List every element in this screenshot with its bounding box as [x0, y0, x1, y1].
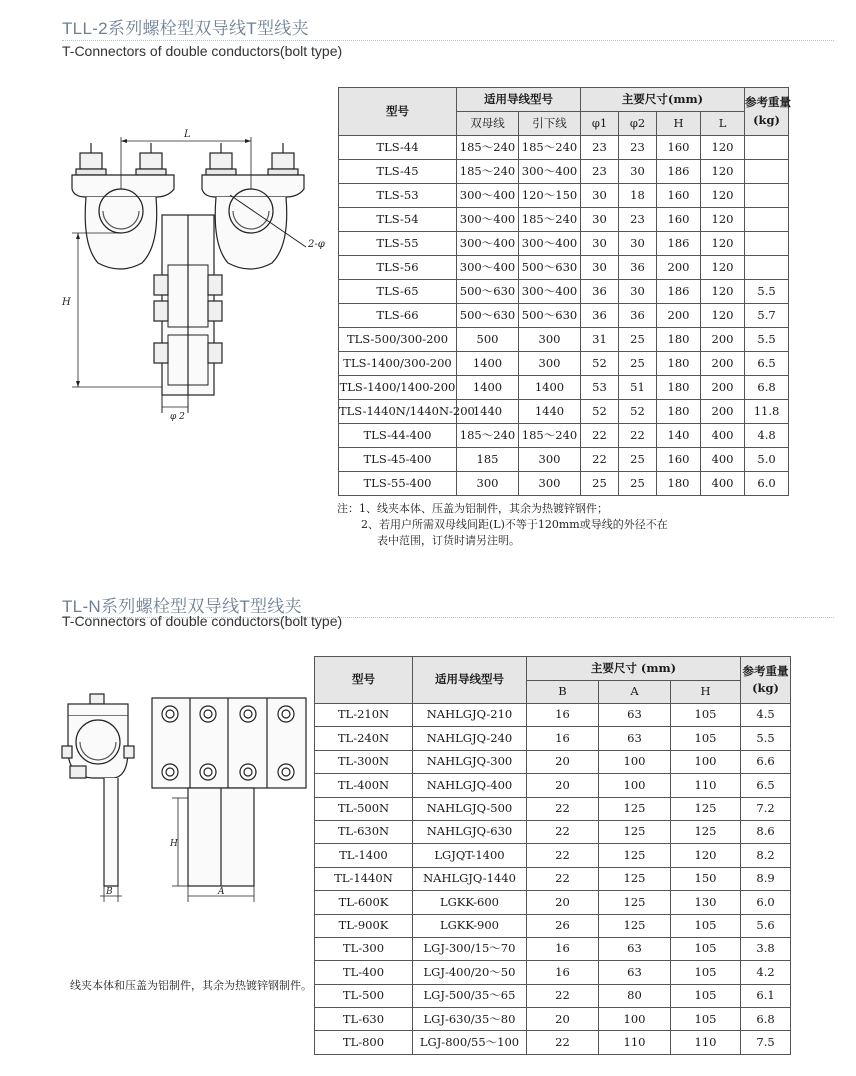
- tln-table-cell: 125: [599, 914, 671, 937]
- tln-table-cell: 20: [527, 1008, 599, 1031]
- tln-table-cell: 22: [527, 820, 599, 843]
- tln-table-cell: TL-210N: [315, 704, 413, 727]
- tln-table-cell: 4.2: [741, 961, 791, 984]
- tln-table-cell: LGJ-500/35～65: [413, 984, 527, 1007]
- tln-table-row: [315, 844, 791, 867]
- tln-table-cell: TL-630N: [315, 820, 413, 843]
- tln-table-cell: 125: [671, 820, 741, 843]
- tln-table-cell: 7.2: [741, 797, 791, 820]
- tll2-table-cell: 200: [701, 328, 745, 352]
- tll2-table-cell: 30: [619, 160, 657, 184]
- tll2-table-cell: 6.5: [745, 352, 789, 376]
- tll2-table-cell: 5.5: [745, 328, 789, 352]
- section1-rule: [62, 40, 834, 41]
- tln-table-cell: 63: [599, 961, 671, 984]
- tll2-table-cell: 18: [619, 184, 657, 208]
- tln-table-cell: 105: [671, 961, 741, 984]
- tll2-table-cell: 160: [657, 184, 701, 208]
- tll2-table-cell: 300～400: [457, 256, 519, 280]
- tll2-table-cell: 185～240: [519, 136, 581, 160]
- tln-table-cell: TL-300N: [315, 750, 413, 773]
- tll2-table-cell: 4.8: [745, 424, 789, 448]
- header-l: L: [701, 112, 745, 136]
- tln-table-cell: NAHLGJQ-1440: [413, 867, 527, 890]
- tll2-table-cell: 53: [581, 376, 619, 400]
- tln-table-cell: 110: [599, 1031, 671, 1054]
- tll2-table-cell: TLS-54: [339, 208, 457, 232]
- tln-table-cell: LGJ-630/35～80: [413, 1008, 527, 1031]
- tll2-table-cell: 25: [619, 328, 657, 352]
- header2-weight-unit: (kg): [752, 681, 779, 695]
- tll2-table-cell: 22: [619, 424, 657, 448]
- header-conductor: 适用导线型号: [457, 88, 581, 112]
- tll2-table-cell: 31: [581, 328, 619, 352]
- tll2-table-cell: 160: [657, 208, 701, 232]
- tln-table-cell: NAHLGJQ-630: [413, 820, 527, 843]
- tln-table-cell: LGJ-800/55～100: [413, 1031, 527, 1054]
- tln-table-cell: 22: [527, 1031, 599, 1054]
- tln-table-cell: NAHLGJQ-210: [413, 704, 527, 727]
- header2-a: A: [599, 681, 671, 704]
- tll2-table-cell: 186: [657, 232, 701, 256]
- dim-l-label: L: [184, 129, 191, 140]
- tll2-table-cell: 160: [657, 136, 701, 160]
- tll2-table-cell: TLS-55-400: [339, 472, 457, 496]
- tln-spec-table: [314, 656, 791, 1055]
- header-dims: 主要尺寸(mm): [581, 88, 745, 112]
- tll2-table-cell: 11.8: [745, 400, 789, 424]
- tln-table-cell: 8.9: [741, 867, 791, 890]
- tll2-table-cell: 120: [701, 208, 745, 232]
- tll2-table-cell: 180: [657, 472, 701, 496]
- tll2-table-cell: [745, 160, 789, 184]
- tll2-table-cell: 140: [657, 424, 701, 448]
- tll2-table-cell: 200: [701, 400, 745, 424]
- tll2-table-cell: 186: [657, 160, 701, 184]
- tln-table-cell: 125: [599, 891, 671, 914]
- tll2-table-cell: 52: [581, 352, 619, 376]
- tll2-table-cell: 500～630: [519, 304, 581, 328]
- tll2-table-cell: 300: [519, 448, 581, 472]
- tll2-table-cell: [745, 256, 789, 280]
- tll2-table-row: [339, 136, 789, 160]
- tll2-table-cell: 5.7: [745, 304, 789, 328]
- dim-a-label: A: [218, 887, 225, 897]
- section1-title: TLL-2系列螺栓型双导线T型线夹: [62, 19, 309, 38]
- tln-table-cell: 125: [599, 820, 671, 843]
- tln-table-cell: LGJ-400/20～50: [413, 961, 527, 984]
- tll2-table-cell: [745, 184, 789, 208]
- tll2-table-cell: 6.8: [745, 376, 789, 400]
- tll2-table-row: [339, 256, 789, 280]
- tll2-table-cell: 400: [701, 424, 745, 448]
- header-phi1: φ1: [581, 112, 619, 136]
- tln-table-cell: 100: [599, 1008, 671, 1031]
- tll2-table-cell: 120～150: [519, 184, 581, 208]
- tll2-table-cell: TLS-44-400: [339, 424, 457, 448]
- tln-table-cell: 125: [599, 867, 671, 890]
- tll2-table-cell: 500: [457, 328, 519, 352]
- tln-table-body: [315, 704, 791, 1055]
- tll2-table-cell: TLS-56: [339, 256, 457, 280]
- tll2-table-cell: 23: [581, 160, 619, 184]
- tln-table-cell: LGJ-300/15～70: [413, 937, 527, 960]
- header-weight-label: 参考重量: [745, 95, 792, 109]
- tln-table-cell: 100: [599, 774, 671, 797]
- tll2-table-cell: 400: [701, 448, 745, 472]
- header2-weight: [741, 657, 791, 704]
- tll2-spec-table: [338, 87, 792, 496]
- tll2-table-cell: TLS-500/300-200: [339, 328, 457, 352]
- tll2-table-cell: 185～240: [457, 136, 519, 160]
- tll2-table-cell: 300～400: [519, 232, 581, 256]
- tll2-table-cell: 300: [457, 472, 519, 496]
- tln-table-cell: 8.2: [741, 844, 791, 867]
- tln-front-view-drawing: [150, 690, 310, 908]
- tln-table-row: [315, 797, 791, 820]
- tll2-table-cell: TLS-55: [339, 232, 457, 256]
- tln-table-row: [315, 1008, 791, 1031]
- tln-table-cell: TL-500N: [315, 797, 413, 820]
- tln-table-cell: 22: [527, 844, 599, 867]
- tln-table-cell: TL-300: [315, 937, 413, 960]
- tll2-table-cell: 23: [619, 136, 657, 160]
- tln-table-cell: TL-1400: [315, 844, 413, 867]
- tln-table-cell: 130: [671, 891, 741, 914]
- tln-table-cell: 3.8: [741, 937, 791, 960]
- tll2-table-body: [339, 136, 789, 496]
- tln-table-row: [315, 750, 791, 773]
- tll2-table-cell: 1400: [457, 376, 519, 400]
- header-model: 型号: [339, 88, 457, 136]
- tll2-table-cell: 22: [581, 448, 619, 472]
- tll2-table-cell: TLS-53: [339, 184, 457, 208]
- tln-side-view-drawing: [62, 690, 150, 908]
- header2-conductor: 适用导线型号: [413, 657, 527, 704]
- tll2-table-cell: 120: [701, 160, 745, 184]
- tll2-table-cell: 1400: [519, 376, 581, 400]
- tln-table-cell: 105: [671, 704, 741, 727]
- tln-table-row: [315, 867, 791, 890]
- tll2-table-cell: 25: [619, 448, 657, 472]
- tln-table-cell: NAHLGJQ-500: [413, 797, 527, 820]
- tll2-table-cell: TLS-1400/300-200: [339, 352, 457, 376]
- tln-table-cell: 150: [671, 867, 741, 890]
- tll2-table-row: [339, 352, 789, 376]
- tln-table-cell: 105: [671, 937, 741, 960]
- dim-h-label: H: [62, 297, 71, 308]
- section2-subtitle: T-Connectors of double conductors(bolt type): [62, 613, 343, 629]
- note-line-1: 注：1、线夹本体、压盖为铝制件，其余为热镀锌钢件；: [337, 502, 608, 515]
- tln-table-cell: 16: [527, 704, 599, 727]
- tln-table-cell: 16: [527, 961, 599, 984]
- tln-table-row: [315, 820, 791, 843]
- tll2-table-cell: 185: [457, 448, 519, 472]
- tll2-table-cell: 23: [619, 208, 657, 232]
- header-phi2: φ2: [619, 112, 657, 136]
- tll2-table-cell: 300: [519, 328, 581, 352]
- tll2-table-cell: 200: [657, 256, 701, 280]
- tln-table-cell: 20: [527, 750, 599, 773]
- tll2-table-row: [339, 184, 789, 208]
- tll2-table-cell: [745, 232, 789, 256]
- tll2-table-cell: 120: [701, 304, 745, 328]
- tln-table-cell: 125: [599, 797, 671, 820]
- tll2-table-cell: 300～400: [519, 160, 581, 184]
- tll2-table-cell: 25: [581, 472, 619, 496]
- note-line-3: 表中范围，订货时请另注明。: [377, 534, 520, 547]
- header2-h: H: [671, 681, 741, 704]
- tln-table-cell: TL-1440N: [315, 867, 413, 890]
- tll2-table-cell: 120: [701, 256, 745, 280]
- tll2-table-row: [339, 304, 789, 328]
- tln-table-cell: LGKK-900: [413, 914, 527, 937]
- tln-table-cell: 16: [527, 937, 599, 960]
- header-bus: 双母线: [457, 112, 519, 136]
- tll2-table-cell: TLS-45-400: [339, 448, 457, 472]
- tll2-table-cell: 185～240: [457, 160, 519, 184]
- tll2-table-cell: 300: [519, 352, 581, 376]
- tln-table-cell: 5.5: [741, 727, 791, 750]
- tln-table-row: [315, 914, 791, 937]
- tln-table-cell: TL-600K: [315, 891, 413, 914]
- header-weight: [745, 88, 792, 136]
- tll2-table-row: [339, 400, 789, 424]
- tln-table-cell: 6.1: [741, 984, 791, 1007]
- dim-h2-label: H: [170, 839, 178, 849]
- tll2-table-cell: 500～630: [457, 280, 519, 304]
- header2-model: 型号: [315, 657, 413, 704]
- tln-table-cell: 6.8: [741, 1008, 791, 1031]
- tll2-table-cell: 30: [619, 232, 657, 256]
- section2-title: TL-N系列螺栓型双导线T型线夹: [62, 597, 302, 616]
- tll2-table-row: [339, 328, 789, 352]
- dim-phi-label: 2-φ: [308, 239, 325, 250]
- tll2-table-cell: 5.0: [745, 448, 789, 472]
- tln-table-cell: 6.5: [741, 774, 791, 797]
- tln-table-cell: NAHLGJQ-240: [413, 727, 527, 750]
- tln-table-cell: LGJQT-1400: [413, 844, 527, 867]
- tln-table-cell: TL-500: [315, 984, 413, 1007]
- tll2-table-cell: 30: [581, 208, 619, 232]
- tll2-table-cell: 400: [701, 472, 745, 496]
- tll2-table-cell: 180: [657, 352, 701, 376]
- tln-table-row: [315, 937, 791, 960]
- tln-table-cell: 26: [527, 914, 599, 937]
- tln-table-row: [315, 704, 791, 727]
- tll2-table-cell: 300～400: [519, 280, 581, 304]
- tll2-table-cell: 30: [581, 256, 619, 280]
- tll2-table-cell: 51: [619, 376, 657, 400]
- tll2-table-cell: TLS-65: [339, 280, 457, 304]
- tln-table-cell: 7.5: [741, 1031, 791, 1054]
- tll2-table-cell: 120: [701, 280, 745, 304]
- tln-table-cell: 100: [599, 750, 671, 773]
- tln-table-cell: 6.0: [741, 891, 791, 914]
- tln-table-cell: 125: [671, 797, 741, 820]
- header-weight-unit: (kg): [753, 112, 780, 127]
- tll2-table-cell: 200: [701, 376, 745, 400]
- tln-table-cell: TL-400: [315, 961, 413, 984]
- tln-table-cell: 100: [671, 750, 741, 773]
- tll2-table-cell: 52: [581, 400, 619, 424]
- tln-table-cell: 105: [671, 1008, 741, 1031]
- tll2-table-cell: 23: [581, 136, 619, 160]
- section1-subtitle: T-Connectors of double conductors(bolt type): [62, 43, 343, 59]
- tln-table-cell: NAHLGJQ-300: [413, 750, 527, 773]
- tll2-table-cell: 6.0: [745, 472, 789, 496]
- tll2-table-row: [339, 208, 789, 232]
- tll2-table-cell: 120: [701, 136, 745, 160]
- tln-table-cell: 22: [527, 984, 599, 1007]
- tll2-table-cell: 25: [619, 352, 657, 376]
- tll2-table-cell: 52: [619, 400, 657, 424]
- tll2-table-cell: TLS-66: [339, 304, 457, 328]
- tll2-table-cell: TLS-1440N/1440N-200: [339, 400, 457, 424]
- tln-table-cell: TL-900K: [315, 914, 413, 937]
- tll2-table-cell: 186: [657, 280, 701, 304]
- tll2-table-cell: 25: [619, 472, 657, 496]
- tln-table-cell: 6.6: [741, 750, 791, 773]
- tll2-table-row: [339, 424, 789, 448]
- header2-b: B: [527, 681, 599, 704]
- tll2-table-cell: 22: [581, 424, 619, 448]
- tll2-table-cell: [745, 208, 789, 232]
- tll2-table-cell: 30: [619, 280, 657, 304]
- tll2-table-cell: 180: [657, 328, 701, 352]
- header-h: H: [657, 112, 701, 136]
- tln-table-row: [315, 727, 791, 750]
- tln-table-cell: TL-240N: [315, 727, 413, 750]
- tll2-table-cell: 120: [701, 184, 745, 208]
- tll2-table-row: [339, 376, 789, 400]
- tln-table-cell: 105: [671, 727, 741, 750]
- tll2-table-cell: 160: [657, 448, 701, 472]
- tll2-table-cell: 36: [619, 304, 657, 328]
- tll2-table-cell: 1400: [457, 352, 519, 376]
- tln-table-row: [315, 984, 791, 1007]
- tll2-table-row: [339, 232, 789, 256]
- tln-table-row: [315, 961, 791, 984]
- tll2-table-cell: 185～240: [457, 424, 519, 448]
- tln-table-cell: TL-800: [315, 1031, 413, 1054]
- tln-table-cell: TL-630: [315, 1008, 413, 1031]
- tln-table-row: [315, 1031, 791, 1054]
- tll2-table-cell: 36: [581, 304, 619, 328]
- tln-table-cell: 8.6: [741, 820, 791, 843]
- tll2-table-cell: 300～400: [457, 184, 519, 208]
- tln-table-cell: 20: [527, 891, 599, 914]
- tln-table-cell: 110: [671, 1031, 741, 1054]
- header2-dims: 主要尺寸 (mm): [527, 657, 741, 681]
- tln-table-cell: 20: [527, 774, 599, 797]
- tll2-table-cell: 200: [657, 304, 701, 328]
- tln-table-cell: TL-400N: [315, 774, 413, 797]
- tln-table-cell: 22: [527, 797, 599, 820]
- tln-table-cell: LGKK-600: [413, 891, 527, 914]
- tll2-table-cell: 185～240: [519, 424, 581, 448]
- tln-table-row: [315, 891, 791, 914]
- tln-table-cell: 16: [527, 727, 599, 750]
- tll2-table-row: [339, 472, 789, 496]
- tln-table-cell: 63: [599, 937, 671, 960]
- tll2-table-cell: 185～240: [519, 208, 581, 232]
- tll2-table-cell: 300: [519, 472, 581, 496]
- tln-table-cell: 4.5: [741, 704, 791, 727]
- tll2-table-cell: 30: [581, 184, 619, 208]
- tll2-table-cell: 120: [701, 232, 745, 256]
- tln-note: 线夹本体和压盖为铝制件，其余为热镀锌钢制件。: [70, 979, 312, 992]
- tll2-table-cell: 30: [581, 232, 619, 256]
- tll2-table-cell: [745, 136, 789, 160]
- tln-table-cell: 125: [599, 844, 671, 867]
- tln-table-cell: 120: [671, 844, 741, 867]
- tll2-table-cell: TLS-1400/1400-200: [339, 376, 457, 400]
- tln-table-cell: 5.6: [741, 914, 791, 937]
- tll2-table-cell: 300～400: [457, 208, 519, 232]
- tll2-table-cell: 180: [657, 376, 701, 400]
- tll2-table-cell: TLS-45: [339, 160, 457, 184]
- tln-table-cell: 110: [671, 774, 741, 797]
- tll2-table-row: [339, 448, 789, 472]
- tll2-table-row: [339, 160, 789, 184]
- tll2-table-cell: 36: [581, 280, 619, 304]
- note-line-2: 2、若用户所需双母线间距(L)不等于120mm或导线的外径不在: [361, 518, 668, 531]
- tln-table-cell: 63: [599, 727, 671, 750]
- tll2-table-row: [339, 280, 789, 304]
- tln-table-cell: 63: [599, 704, 671, 727]
- tln-table-cell: 80: [599, 984, 671, 1007]
- tll2-table-cell: 1440: [519, 400, 581, 424]
- tln-table-cell: 105: [671, 914, 741, 937]
- tll2-table-cell: 300～400: [457, 232, 519, 256]
- header2-weight-label: 参考重量: [742, 663, 789, 678]
- tll2-notes: [337, 501, 668, 549]
- tll2-table-cell: TLS-44: [339, 136, 457, 160]
- tln-table-cell: 105: [671, 984, 741, 1007]
- tll2-table-cell: 5.5: [745, 280, 789, 304]
- dim-phi2-label: φ 2: [170, 412, 185, 422]
- header-tap: 引下线: [519, 112, 581, 136]
- tll2-table-cell: 180: [657, 400, 701, 424]
- tll2-table-cell: 500～630: [457, 304, 519, 328]
- tll2-table-cell: 500～630: [519, 256, 581, 280]
- tln-table-row: [315, 774, 791, 797]
- dim-b-label: B: [106, 887, 113, 897]
- tll2-table-cell: 200: [701, 352, 745, 376]
- tll2-table-cell: 36: [619, 256, 657, 280]
- tln-table-cell: NAHLGJQ-400: [413, 774, 527, 797]
- tln-table-cell: 22: [527, 867, 599, 890]
- tll2-table-cell: 1440: [457, 400, 519, 424]
- tll2-connector-drawing: [58, 125, 340, 420]
